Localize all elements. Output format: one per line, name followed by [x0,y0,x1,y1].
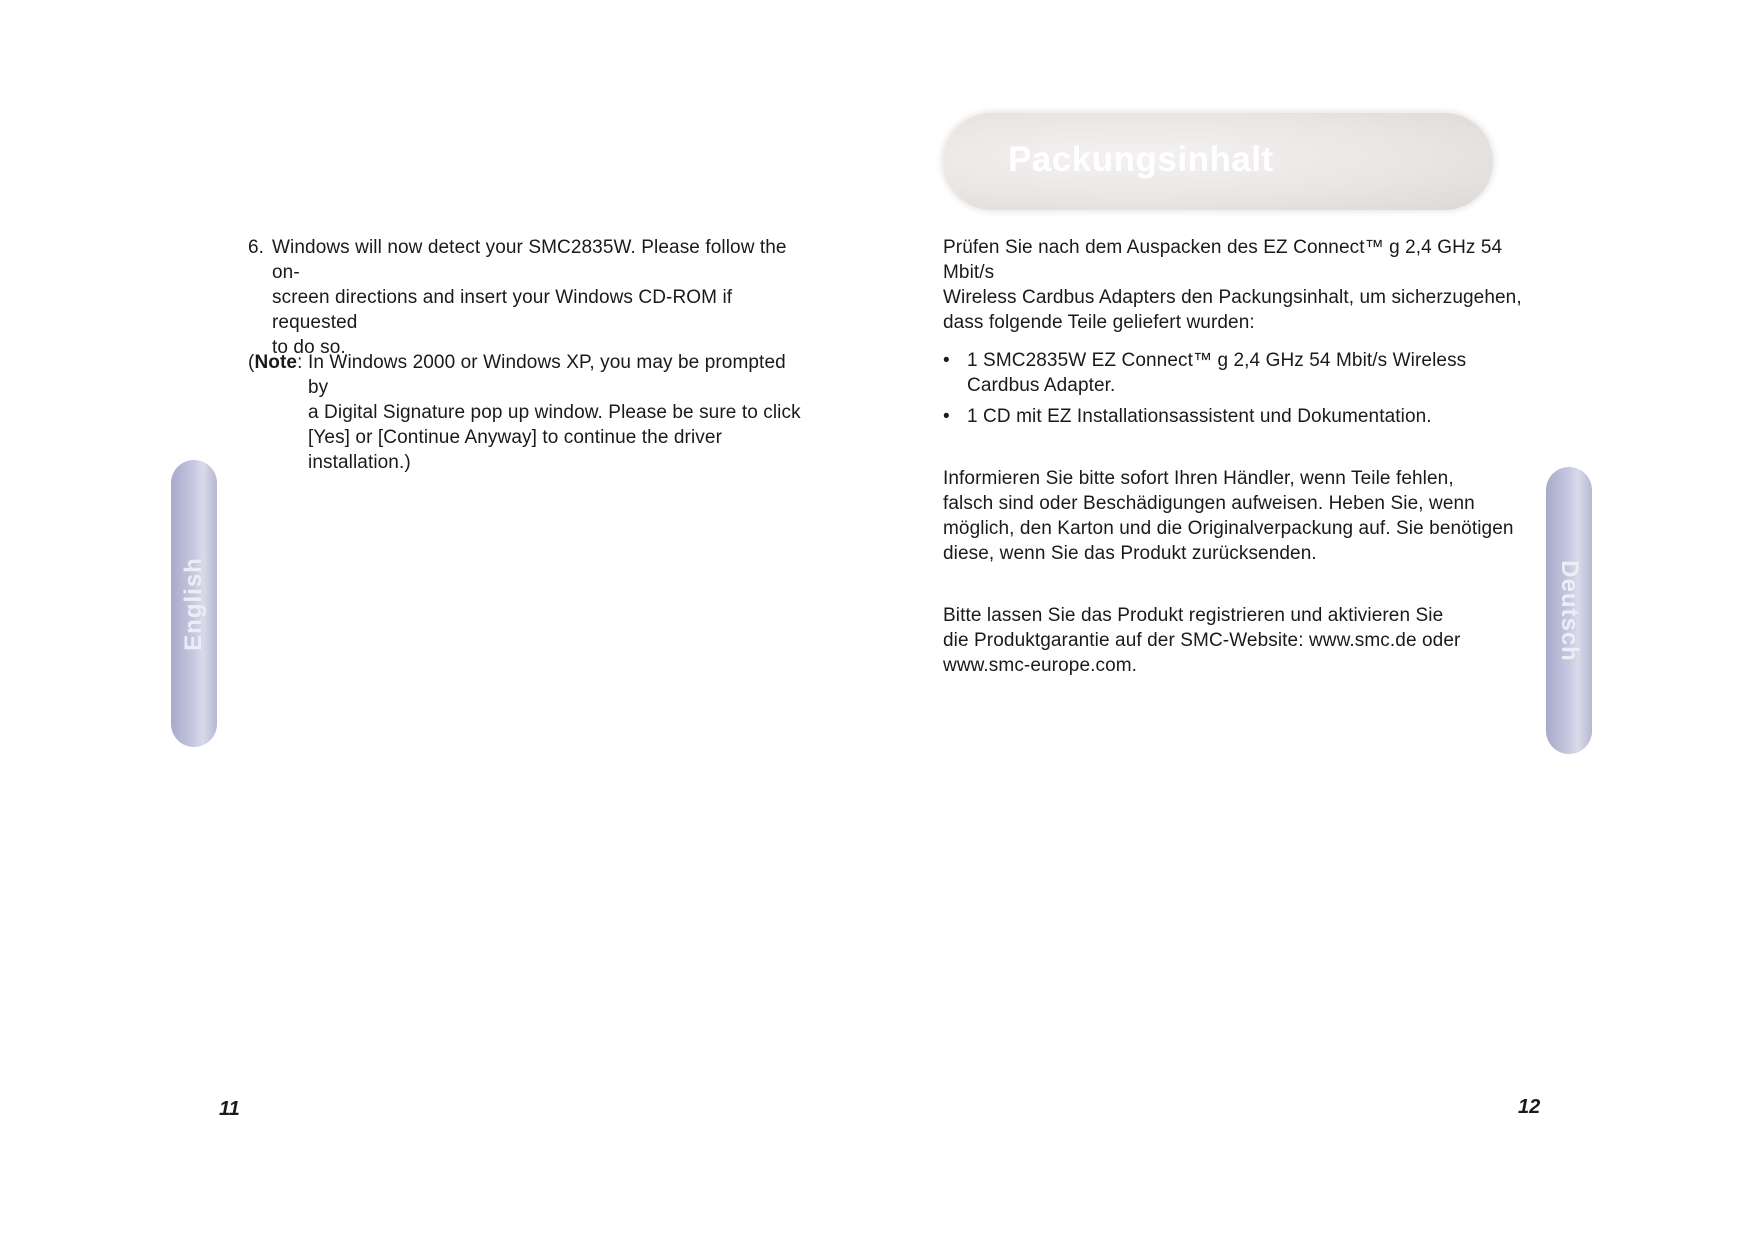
note-label [248,350,308,475]
page-left [0,0,877,1240]
note [248,350,808,475]
intro-paragraph [943,235,1543,335]
register-paragraph [943,603,1543,678]
note-line: In Windows 2000 or Windows XP, you may be prompted by [308,352,786,398]
inform-line: diese, wenn Sie das Produkt zurücksenden. [943,543,1317,564]
contents-list [943,348,1543,435]
register-line: die Produktgarantie auf der SMC-Website: www.smc.de oder [943,630,1461,651]
list-item-text [967,404,1543,429]
note-label-text: Note [254,352,298,373]
step-number: 6. [248,237,265,258]
inform-line: Informieren Sie bitte sofort Ihren Händler, wenn Teile fehlen, [943,468,1454,489]
side-tab-english [171,460,217,747]
register-line: www.smc-europe.com. [943,655,1138,676]
note-line: [Yes] or [Continue Anyway] to continue the driver [308,427,722,448]
step-line: screen directions and insert your Windows CD-ROM if requested [272,287,733,333]
section-heading-pill [943,113,1493,210]
intro-line: Prüfen Sie nach dem Auspacken des EZ Connect™ g 2,4 GHz 54 Mbit/s [943,237,1503,283]
side-tab-label: Deutsch [1556,559,1583,662]
intro-line: Wireless Cardbus Adapters den Packungsinhalt, um sicherzugehen, [943,287,1522,308]
note-colon: : [297,352,303,373]
bullet-icon: • [943,350,950,371]
list-item-line: Cardbus Adapter. [967,375,1116,396]
list-item [943,404,1543,429]
section-heading: Packungsinhalt [1008,140,1274,179]
step-6 [248,235,808,360]
side-tab-deutsch [1546,467,1592,754]
step-line: to do so. [272,337,346,358]
note-open-paren: ( [248,352,255,373]
step-text [272,235,808,360]
list-item-line: 1 CD mit EZ Installationsassistent und Dokumentation. [967,406,1432,427]
inform-paragraph [943,466,1543,566]
bullet-icon: • [943,406,950,427]
side-tab-label: English [180,556,208,651]
intro-line: dass folgende Teile geliefert wurden: [943,312,1255,333]
note-text [308,350,808,475]
inform-line: falsch sind oder Beschädigungen aufweisen. Heben Sie, wenn [943,493,1475,514]
note-line: a Digital Signature pop up window. Please be sure to click [308,402,801,423]
note-line: installation.) [308,452,411,473]
page-number-left: 11 [219,1098,240,1120]
list-item-line: 1 SMC2835W EZ Connect™ g 2,4 GHz 54 Mbit/s Wireless [967,350,1467,371]
list-item-text [967,348,1543,398]
page-number-right: 12 [1518,1096,1541,1118]
inform-line: möglich, den Karton und die Originalverpackung auf. Sie benötigen [943,518,1514,539]
step-line: Windows will now detect your SMC2835W. Please follow the on- [272,237,787,283]
list-item [943,348,1543,398]
register-line: Bitte lassen Sie das Produkt registrieren und aktivieren Sie [943,605,1444,626]
